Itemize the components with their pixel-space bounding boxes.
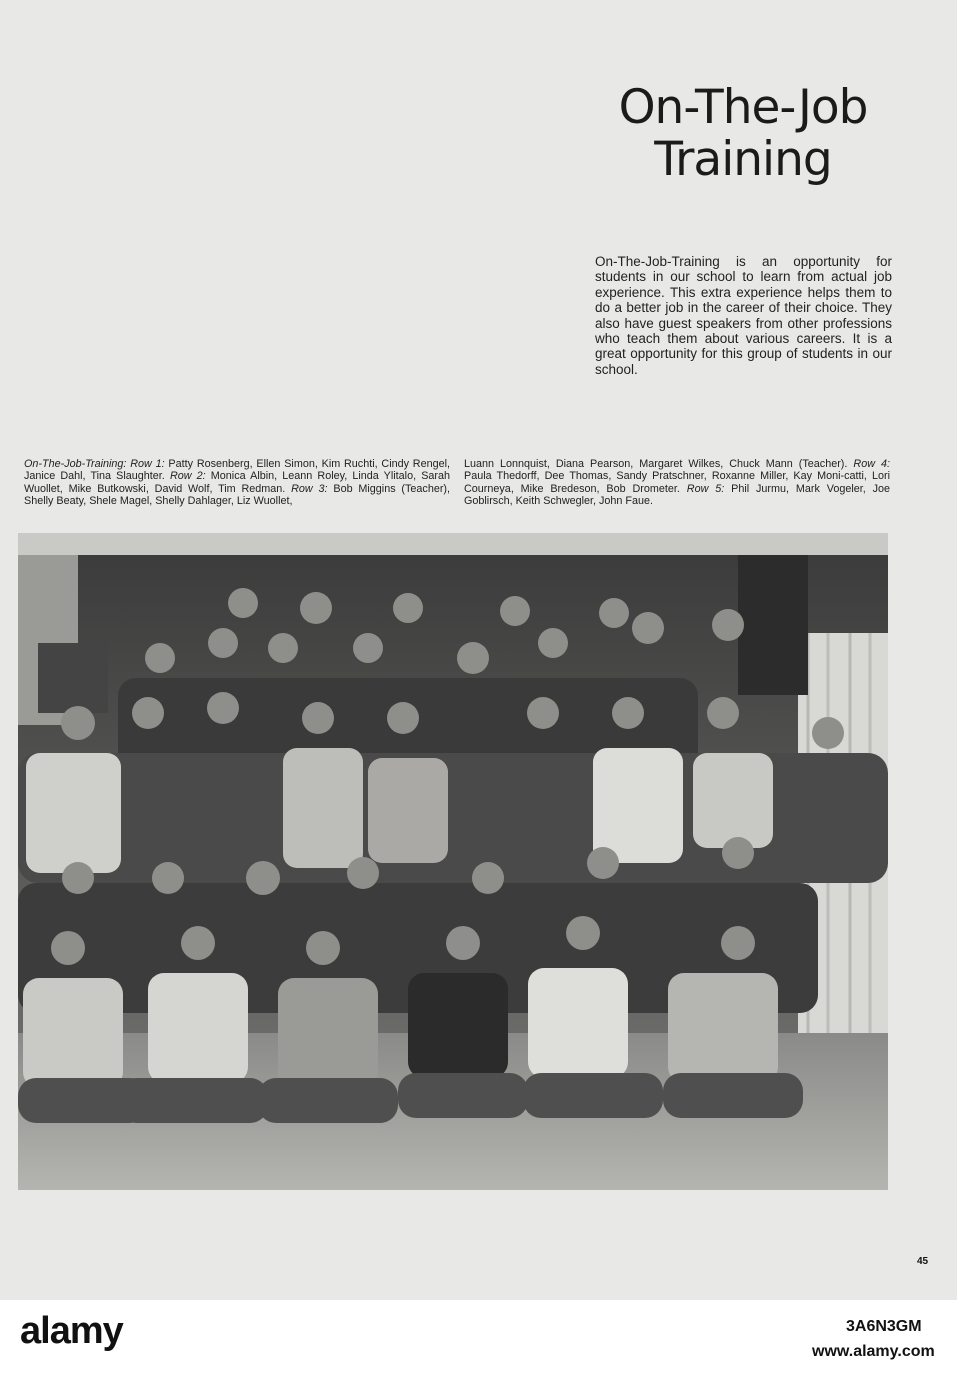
caption-row3-names-a: Bob Miggins (Teacher), Shelly Beaty, Shele Magel, Shelly Dahlager, Liz Wuollet, <box>24 482 451 507</box>
caption-row5-names: Phil Jurmu, Mark Vogeler, Joe Goblirsch, Keith Schwegler, John Faue. <box>464 482 891 507</box>
group-photo <box>18 533 888 1190</box>
caption-row5-label: Row 5: <box>686 482 725 495</box>
caption-row2-names: Monica Albin, Leann Roley, Linda Ylitalo, Sarah Wuollet, Mike Butkowski, David Wolf, Tim Redman. <box>24 470 451 495</box>
caption-row3-names-b: Luann Lonnquist, Diana Pearson, Margaret Wilkes, Chuck Mann (Teacher). <box>464 458 848 470</box>
caption-row4-label: Row 4: <box>853 458 891 470</box>
intro-paragraph: On-The-Job-Training is an opportunity for students in our school to learn from actual job experience. This extra experience helps them to do a better job in the career of their choice. They also have guest speakers from other professions who teach them about various careers. It is a great opportunity for this group of students in our school. <box>595 254 892 377</box>
photo-caption-right <box>464 458 890 507</box>
caption-group-label: On-The-Job-Training: <box>24 458 127 470</box>
stock-brand-logo: alamy <box>20 1310 123 1352</box>
caption-row3-label: Row 3: <box>291 482 328 495</box>
page-number: 45 <box>917 1256 929 1267</box>
stock-url: www.alamy.com <box>812 1343 935 1360</box>
group-photo-illustration <box>18 533 888 1190</box>
caption-row2-label: Row 2: <box>169 470 206 483</box>
caption-row1-label: Row 1: <box>130 458 165 470</box>
stock-image-id: 3A6N3GM <box>846 1318 922 1335</box>
title-line-2: Training <box>654 132 832 187</box>
caption-row1-names: Patty Rosenberg, Ellen Simon, Kim Ruchti, Cindy Rengel, Janice Dahl, Tina Slaughter. <box>24 458 451 483</box>
caption-row4-names: Paula Thedorff, Dee Thomas, Sandy Pratschner, Roxanne Miller, Kay Moni-catti, Lori Courneya, Mike Bredeson, Bob Drometer. <box>464 470 890 495</box>
title-line-1: On-The-Job <box>618 80 868 135</box>
page-title <box>560 82 926 186</box>
photo-caption-left <box>24 458 450 507</box>
